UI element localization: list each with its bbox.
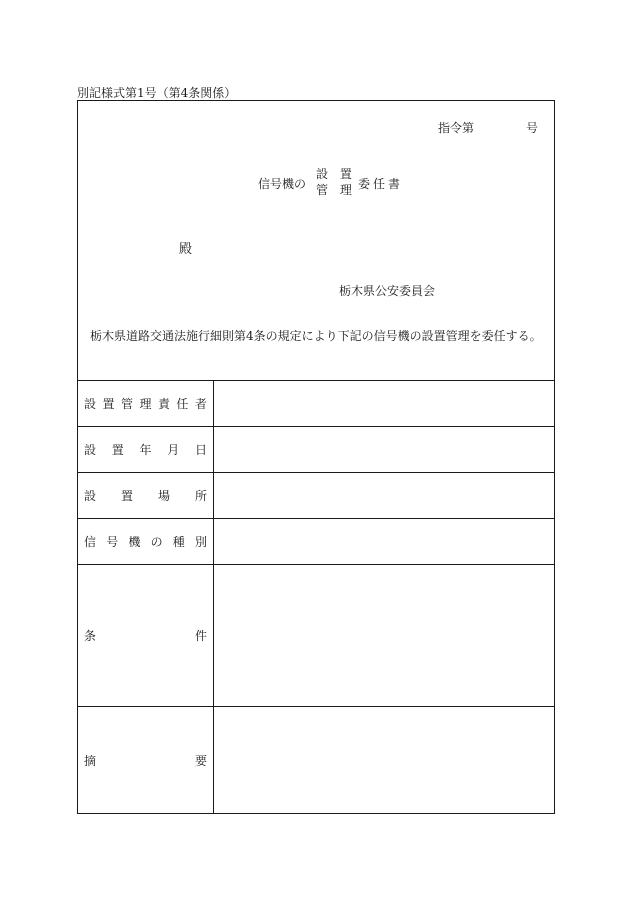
title-line-kanri: 管 理 — [316, 183, 356, 197]
label-char: 条 — [84, 629, 97, 643]
label-char: 置 — [111, 443, 124, 457]
label-char: 種 — [172, 535, 185, 549]
label-char: 要 — [194, 753, 207, 768]
row-conditions — [78, 565, 554, 707]
label-char: 摘 — [84, 753, 97, 768]
delegation-text: 栃木県道路交通法施行細則第4条の規定により下記の信号機の設置管理を委任する。 — [90, 329, 542, 343]
row-label — [78, 707, 214, 813]
row-label — [78, 427, 214, 472]
document-frame — [77, 100, 555, 814]
label-char: 設 — [84, 489, 97, 503]
label-char: 所 — [194, 489, 207, 503]
label-char: 別 — [194, 535, 207, 549]
doc-number-prefix: 指令第 — [437, 121, 474, 135]
row-signal-type — [78, 519, 554, 565]
row-value-field[interactable] — [214, 473, 554, 518]
row-value-field[interactable] — [214, 707, 554, 813]
addressee-suffix: 殿 — [179, 242, 193, 257]
row-value-field[interactable] — [214, 565, 554, 706]
label-char: 管 — [120, 397, 133, 411]
row-label — [78, 473, 214, 518]
label-char: 理 — [139, 397, 152, 411]
label-char: 場 — [157, 489, 170, 503]
doc-number-suffix: 号 — [525, 121, 538, 135]
label-char: 設 — [84, 397, 97, 411]
title-line-setchi: 設 置 — [316, 167, 356, 181]
label-char: の — [150, 535, 163, 549]
label-char: 機 — [128, 535, 141, 549]
title-stacked — [316, 166, 356, 198]
row-install-date — [78, 427, 554, 473]
label-char: 日 — [194, 443, 207, 457]
label-char: 信 — [84, 535, 97, 549]
row-value-field[interactable] — [214, 519, 554, 564]
issuer-name: 栃木県公安委員会 — [339, 284, 436, 298]
label-char: 設 — [84, 443, 97, 457]
form-reference: 別記様式第1号（第4条関係） — [77, 86, 237, 100]
title-prefix: 信号機の — [258, 177, 307, 191]
label-char: 者 — [194, 397, 207, 411]
label-char: 号 — [106, 535, 119, 549]
row-label — [78, 519, 214, 564]
row-value-field[interactable] — [214, 381, 554, 426]
row-label — [78, 565, 214, 706]
row-remarks — [78, 707, 554, 813]
label-char: 年 — [139, 443, 152, 457]
row-label — [78, 381, 214, 426]
row-value-field[interactable] — [214, 427, 554, 472]
title-suffix: 委任書 — [358, 177, 404, 191]
row-manager — [78, 381, 554, 427]
label-char: 置 — [120, 489, 133, 503]
label-char: 置 — [102, 397, 115, 411]
document-header — [78, 101, 554, 381]
row-location — [78, 473, 554, 519]
label-char: 責 — [157, 397, 170, 411]
label-char: 任 — [176, 397, 189, 411]
label-char: 件 — [194, 629, 207, 643]
label-char: 月 — [167, 443, 180, 457]
document-number — [438, 119, 538, 136]
